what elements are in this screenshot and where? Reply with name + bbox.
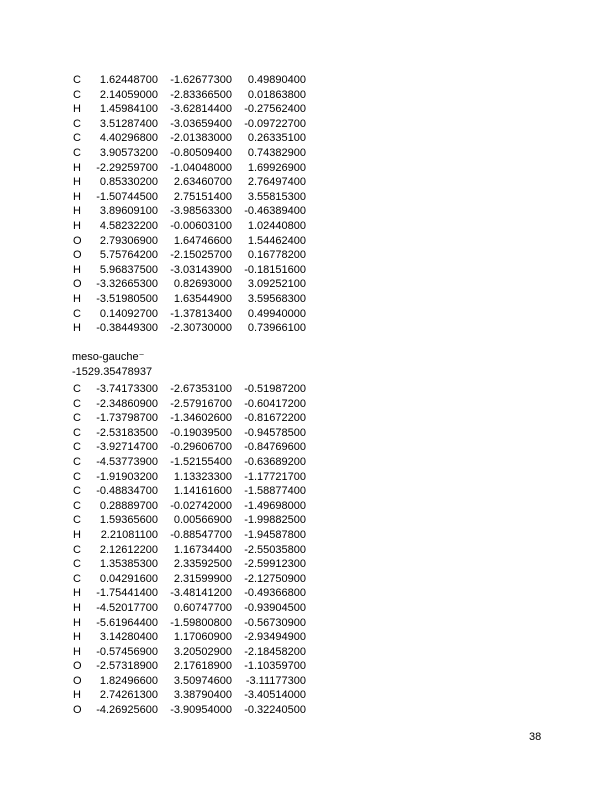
- atom-row: [70, 528, 330, 543]
- coord-y: 2.17618900: [173, 660, 232, 673]
- atom-element: H: [73, 322, 81, 335]
- atom-row: [70, 557, 330, 572]
- coord-x: -1.50744500: [96, 190, 158, 203]
- coord-y: -3.03659400: [170, 117, 232, 130]
- coord-z: -2.12750900: [244, 572, 306, 585]
- coord-y: -1.62677300: [170, 74, 232, 86]
- coord-z: -1.99882500: [244, 514, 306, 527]
- section-header: [72, 350, 152, 379]
- atom-row: [70, 175, 330, 190]
- atom-element: H: [73, 528, 81, 541]
- coord-y: -3.48141200: [170, 587, 232, 600]
- coord-y: -2.83366500: [170, 88, 232, 101]
- coord-y: 2.31599900: [173, 572, 232, 585]
- coord-y: -2.67353100: [170, 383, 232, 395]
- atom-row: [70, 426, 330, 441]
- coord-x: -2.53183500: [96, 426, 158, 439]
- coord-y: 2.33592500: [173, 558, 232, 571]
- coord-y: -2.57916700: [170, 397, 232, 410]
- atom-element: H: [73, 161, 81, 174]
- atom-row: [70, 440, 330, 455]
- atom-element: O: [73, 704, 82, 717]
- atom-row: [70, 645, 330, 660]
- coord-y: 0.00566900: [173, 514, 232, 527]
- coord-x: -1.75441400: [96, 587, 158, 600]
- atom-element: H: [73, 292, 81, 305]
- atom-element: H: [73, 219, 81, 232]
- coord-z: 0.01863800: [247, 88, 306, 101]
- coord-x: -3.74173300: [96, 383, 158, 395]
- coord-z: 1.69926900: [247, 161, 306, 174]
- coord-x: 1.59365600: [99, 514, 158, 527]
- coord-x: -0.57456900: [96, 645, 158, 658]
- atom-row: [70, 455, 330, 470]
- atom-row: [70, 146, 330, 161]
- coord-y: -1.52155400: [170, 455, 232, 468]
- coord-y: -1.04048000: [170, 161, 232, 174]
- atom-element: C: [73, 485, 81, 498]
- coord-z: 2.76497400: [247, 176, 306, 189]
- atom-row: [70, 307, 330, 322]
- atom-element: C: [73, 307, 81, 320]
- coord-z: -0.56730900: [244, 616, 306, 629]
- coord-x: 1.35385300: [99, 558, 158, 571]
- coord-z: -0.93904500: [244, 601, 306, 614]
- coord-y: 3.50974600: [173, 674, 232, 687]
- coord-y: 2.63460700: [173, 176, 232, 189]
- coord-z: -3.11177300: [245, 674, 306, 687]
- atom-row: [70, 499, 330, 514]
- coord-y: -3.03143900: [170, 263, 232, 276]
- atom-row: [70, 382, 330, 397]
- coord-y: 0.60747700: [173, 601, 232, 614]
- atom-element: C: [73, 132, 81, 145]
- coord-z: -0.84769600: [244, 441, 306, 454]
- coord-z: 0.16778200: [247, 249, 306, 262]
- coord-x: 1.45984100: [99, 103, 158, 116]
- atom-element: C: [73, 514, 81, 527]
- atom-row: [70, 234, 330, 249]
- atom-row: [70, 161, 330, 176]
- atom-row: [70, 411, 330, 426]
- atom-element: H: [73, 103, 81, 116]
- coord-y: -0.80509400: [170, 146, 232, 159]
- coord-y: 1.63544900: [173, 292, 232, 305]
- coord-z: -2.93494900: [244, 631, 306, 644]
- coord-z: 3.55815300: [247, 190, 306, 203]
- atom-element: H: [73, 631, 81, 644]
- atom-element: H: [73, 601, 81, 614]
- atom-element: H: [73, 587, 81, 600]
- atom-element: C: [73, 558, 81, 571]
- coord-x: -3.51980500: [96, 292, 158, 305]
- coord-y: 3.20502900: [173, 645, 232, 658]
- coord-x: 0.28889700: [99, 499, 158, 512]
- coord-x: 0.85330200: [99, 176, 158, 189]
- coord-y: 1.14161600: [173, 485, 232, 498]
- coord-z: -1.58877400: [244, 485, 306, 498]
- atom-row: [70, 204, 330, 219]
- coord-z: 0.49890400: [247, 74, 306, 86]
- coord-z: -0.27562400: [244, 103, 306, 116]
- atom-element: O: [73, 249, 82, 262]
- coord-x: 0.14092700: [99, 307, 158, 320]
- atom-row: [70, 219, 330, 234]
- coord-z: -0.49366800: [244, 587, 306, 600]
- coord-z: -1.17721700: [244, 470, 306, 483]
- coord-x: -5.61964400: [96, 616, 158, 629]
- atom-row: [70, 688, 330, 703]
- coord-x: 3.90573200: [99, 146, 158, 159]
- coord-y: -2.01383000: [170, 132, 232, 145]
- atom-element: H: [73, 645, 81, 658]
- atom-row: [70, 73, 330, 88]
- atom-row: [70, 321, 330, 336]
- coord-x: -3.32665300: [96, 278, 158, 291]
- coord-z: -2.59912300: [244, 558, 306, 571]
- coord-z: -3.40514000: [244, 689, 306, 702]
- coord-x: -3.92714700: [96, 441, 158, 454]
- coord-z: -1.49698000: [244, 499, 306, 512]
- atom-element: C: [73, 499, 81, 512]
- atom-element: O: [73, 660, 82, 673]
- coord-z: -0.60417200: [244, 397, 306, 410]
- coord-x: -4.53773900: [96, 455, 158, 468]
- atom-row: [70, 277, 330, 292]
- coord-x: 3.89609100: [99, 205, 158, 218]
- coord-y: -3.98563300: [170, 205, 232, 218]
- atom-element: C: [73, 572, 81, 585]
- atom-row: [70, 190, 330, 205]
- coord-y: 0.82693000: [173, 278, 232, 291]
- coord-y: -0.29606700: [170, 441, 232, 454]
- atom-row: [70, 263, 330, 278]
- atom-row: [70, 513, 330, 528]
- atom-row: [70, 102, 330, 117]
- coord-z: -0.32240500: [244, 704, 306, 717]
- coord-y: -0.00603100: [170, 219, 232, 232]
- coord-x: 2.79306900: [99, 234, 158, 247]
- atom-row: [70, 248, 330, 263]
- atom-element: O: [73, 278, 82, 291]
- coord-z: 0.49940000: [247, 307, 306, 320]
- atom-element: C: [73, 397, 81, 410]
- coordinates-table-2: [70, 382, 330, 718]
- coord-z: 1.54462400: [247, 234, 306, 247]
- coord-y: -2.15025700: [170, 249, 232, 262]
- atom-element: C: [73, 412, 81, 425]
- atom-element: H: [73, 205, 81, 218]
- coord-y: -3.90954000: [170, 704, 232, 717]
- atom-row: [70, 616, 330, 631]
- atom-element: C: [73, 117, 81, 130]
- atom-element: H: [73, 616, 81, 629]
- atom-element: C: [73, 441, 81, 454]
- coord-x: 1.62448700: [99, 74, 158, 86]
- atom-row: [70, 292, 330, 307]
- coord-y: 1.16734400: [173, 543, 232, 556]
- atom-element: H: [73, 190, 81, 203]
- atom-element: C: [73, 455, 81, 468]
- atom-row: [70, 601, 330, 616]
- atom-element: H: [73, 689, 81, 702]
- atom-row: [70, 572, 330, 587]
- coord-x: 2.14059000: [99, 88, 158, 101]
- coord-z: -0.09722700: [244, 117, 306, 130]
- atom-row: [70, 659, 330, 674]
- atom-element: O: [73, 674, 82, 687]
- section-title: meso-gauche⁻: [72, 351, 145, 363]
- page-number: 38: [529, 731, 542, 743]
- coord-x: -1.73798700: [96, 412, 158, 425]
- section-energy: -1529.35478937: [72, 365, 153, 378]
- coord-x: -0.48834700: [96, 485, 158, 498]
- coord-x: 4.40296800: [99, 132, 158, 145]
- coord-y: -3.62814400: [170, 103, 232, 116]
- coord-x: -1.91903200: [96, 470, 158, 483]
- atom-element: C: [73, 383, 81, 395]
- atom-row: [70, 397, 330, 412]
- coord-z: 1.02440800: [247, 219, 306, 232]
- coord-y: -1.34602600: [170, 412, 232, 425]
- coord-x: -4.26925600: [96, 704, 158, 717]
- coord-z: 3.59568300: [247, 292, 306, 305]
- coord-x: -2.29259700: [96, 161, 158, 174]
- atom-element: C: [73, 426, 81, 439]
- coord-z: 0.26335100: [247, 132, 306, 145]
- coord-x: 0.04291600: [99, 572, 158, 585]
- coord-z: 3.09252100: [247, 278, 306, 291]
- coord-y: 1.17060900: [173, 631, 232, 644]
- atom-element: C: [73, 470, 81, 483]
- coord-z: -0.81672200: [244, 412, 306, 425]
- coord-x: -4.52017700: [96, 601, 158, 614]
- coord-z: -1.10359700: [244, 660, 306, 673]
- coord-z: -1.94587800: [244, 528, 306, 541]
- coord-y: 2.75151400: [173, 190, 232, 203]
- atom-element: H: [73, 263, 81, 276]
- atom-row: [70, 674, 330, 689]
- coordinates-table-1: [70, 73, 330, 336]
- coord-y: 1.13323300: [173, 470, 232, 483]
- coord-x: -2.57318900: [96, 660, 158, 673]
- atom-row: [70, 586, 330, 601]
- atom-element: C: [73, 88, 81, 101]
- coord-z: -0.51987200: [244, 383, 306, 395]
- coord-y: -0.88547700: [170, 528, 232, 541]
- coord-x: 3.14280400: [99, 631, 158, 644]
- coord-y: -1.37813400: [170, 307, 232, 320]
- coord-y: -1.59800800: [170, 616, 232, 629]
- coord-x: 2.21081100: [100, 528, 158, 541]
- coord-z: -0.46389400: [244, 205, 306, 218]
- coord-z: -2.18458200: [244, 645, 306, 658]
- coord-x: -0.38449300: [96, 322, 158, 335]
- coord-z: 0.73966100: [247, 322, 306, 335]
- coord-x: 3.51287400: [99, 117, 158, 130]
- atom-row: [70, 703, 330, 718]
- coord-z: -0.63689200: [244, 455, 306, 468]
- coord-z: -2.55035800: [244, 543, 306, 556]
- atom-element: O: [73, 234, 82, 247]
- atom-row: [70, 543, 330, 558]
- atom-row: [70, 117, 330, 132]
- atom-row: [70, 630, 330, 645]
- coord-x: 2.74261300: [99, 689, 158, 702]
- atom-element: C: [73, 543, 81, 556]
- atom-row: [70, 88, 330, 103]
- coord-y: -2.30730000: [170, 322, 232, 335]
- coord-x: 2.12612200: [99, 543, 158, 556]
- coord-y: -0.19039500: [170, 426, 232, 439]
- atom-row: [70, 484, 330, 499]
- coord-x: 5.96837500: [99, 263, 158, 276]
- coord-z: -0.94578500: [244, 426, 306, 439]
- coord-x: 4.58232200: [99, 219, 158, 232]
- atom-element: C: [73, 74, 81, 86]
- atom-row: [70, 470, 330, 485]
- coord-z: 0.74382900: [247, 146, 306, 159]
- coord-y: 3.38790400: [173, 689, 232, 702]
- coord-y: 1.64746600: [173, 234, 232, 247]
- coord-x: -2.34860900: [96, 397, 158, 410]
- coord-x: 5.75764200: [99, 249, 158, 262]
- atom-element: C: [73, 146, 81, 159]
- coord-x: 1.82496600: [99, 674, 158, 687]
- atom-row: [70, 131, 330, 146]
- coord-z: -0.18151600: [244, 263, 306, 276]
- atom-element: H: [73, 176, 81, 189]
- coord-y: -0.02742000: [170, 499, 232, 512]
